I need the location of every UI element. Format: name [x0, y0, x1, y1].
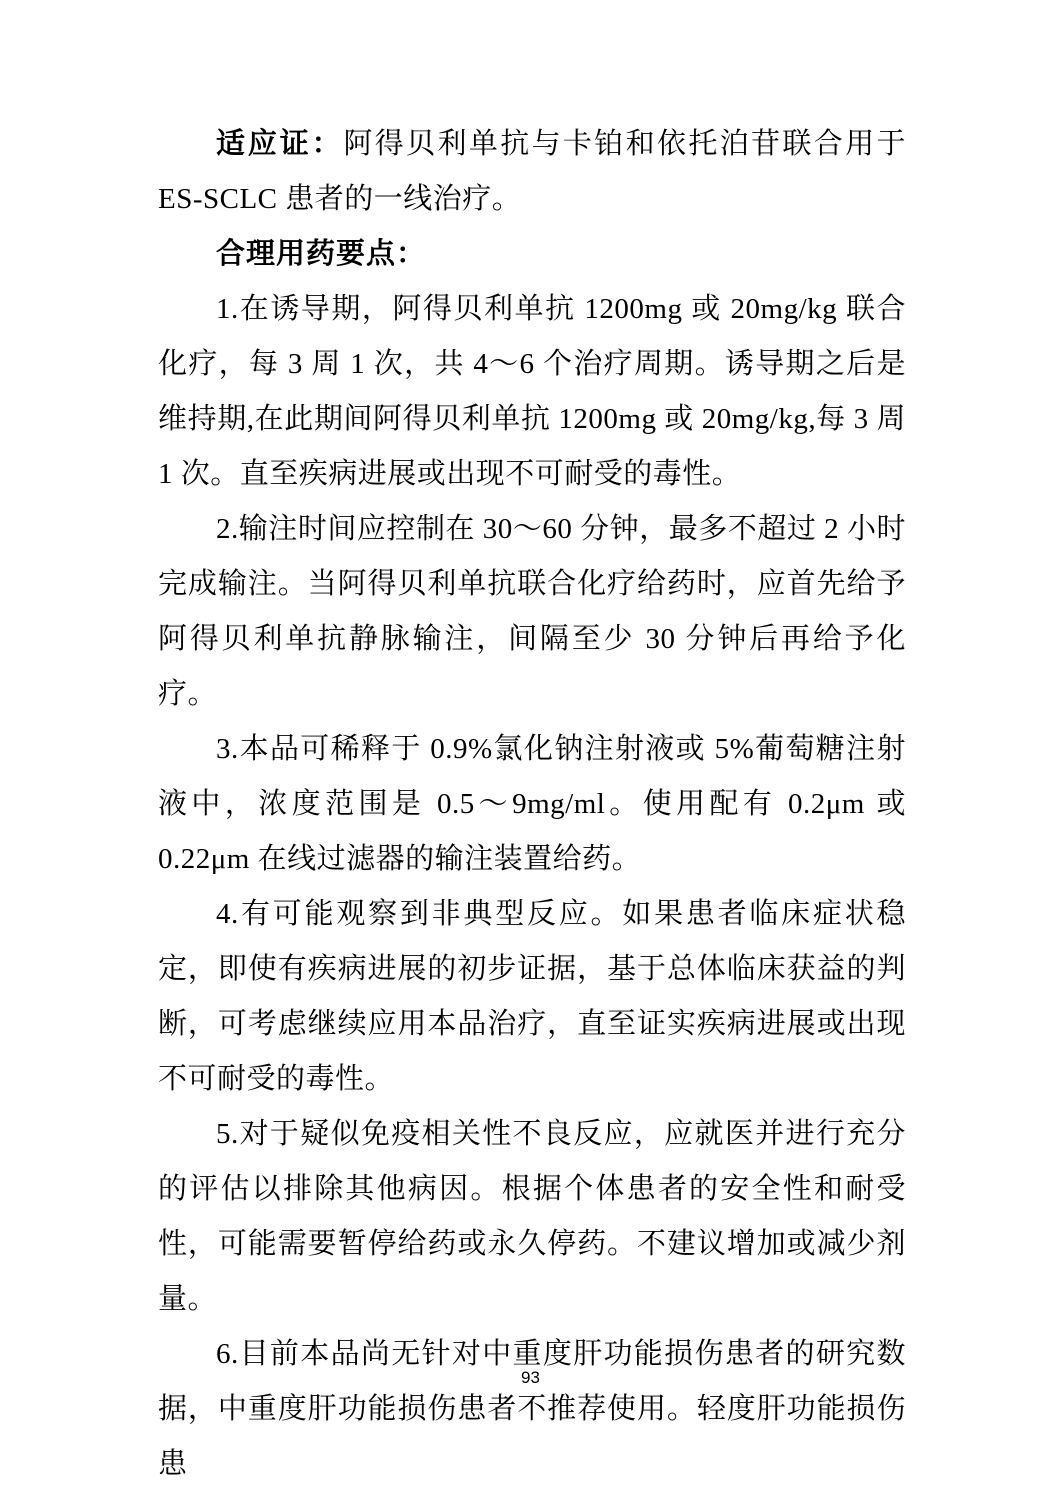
- paragraph-text: 6.目前本品尚无针对中重度肝功能损伤患者的研究数据，中重度肝功能损伤患者不推荐使用。轻度肝功能损伤患: [158, 1338, 906, 1480]
- page-number: 93: [521, 1368, 540, 1387]
- paragraph-text: 1.在诱导期，阿得贝利单抗 1200mg 或 20mg/kg 联合化疗，每 3 周 1 次，共 4～6 个治疗周期。诱导期之后是维持期,在此期间阿得贝利单抗 1200mg 或 20mg/kg,每 3 周 1 次。直至疾病进展或出现不可耐受的毒性。: [158, 293, 906, 490]
- paragraph-4: [158, 502, 906, 722]
- paragraph-lead: 适应证：: [216, 128, 344, 160]
- paragraph-text: 3.本品可稀释于 0.9%氯化钠注射液或 5%葡萄糖注射液中，浓度范围是 0.5～9mg/ml。使用配有 0.2μm 或 0.22μm 在线过滤器的输注装置给药。: [158, 733, 906, 875]
- paragraph-5: [158, 722, 906, 887]
- paragraph-text: 2.输注时间应控制在 30～60 分钟，最多不超过 2 小时完成输注。当阿得贝利单抗联合化疗给药时，应首先给予阿得贝利单抗静脉输注，间隔至少 30 分钟后再给予化疗。: [158, 513, 906, 710]
- document-body: [158, 117, 906, 1492]
- paragraph-text: 5.对于疑似免疫相关性不良反应，应就医并进行充分的评估以排除其他病因。根据个体患者的安全性和耐受性，可能需要暂停给药或永久停药。不建议增加或减少剂量。: [158, 1118, 906, 1315]
- paragraph-3: [158, 282, 906, 502]
- paragraph-lead: 合理用药要点：: [216, 238, 427, 270]
- paragraph-7: [158, 1107, 906, 1327]
- paragraph-2: [158, 227, 906, 282]
- paragraph-text: 4.有可能观察到非典型反应。如果患者临床症状稳定，即使有疾病进展的初步证据，基于总体临床获益的判断，可考虑继续应用本品治疗，直至证实疾病进展或出现不可耐受的毒性。: [158, 898, 906, 1095]
- paragraph-8: [158, 1327, 906, 1492]
- paragraph-text: 阿得贝利单抗与卡铂和依托泊苷联合用于 ES-SCLC 患者的一线治疗。: [158, 128, 906, 215]
- paragraph-6: [158, 887, 906, 1107]
- paragraph-1: [158, 117, 906, 227]
